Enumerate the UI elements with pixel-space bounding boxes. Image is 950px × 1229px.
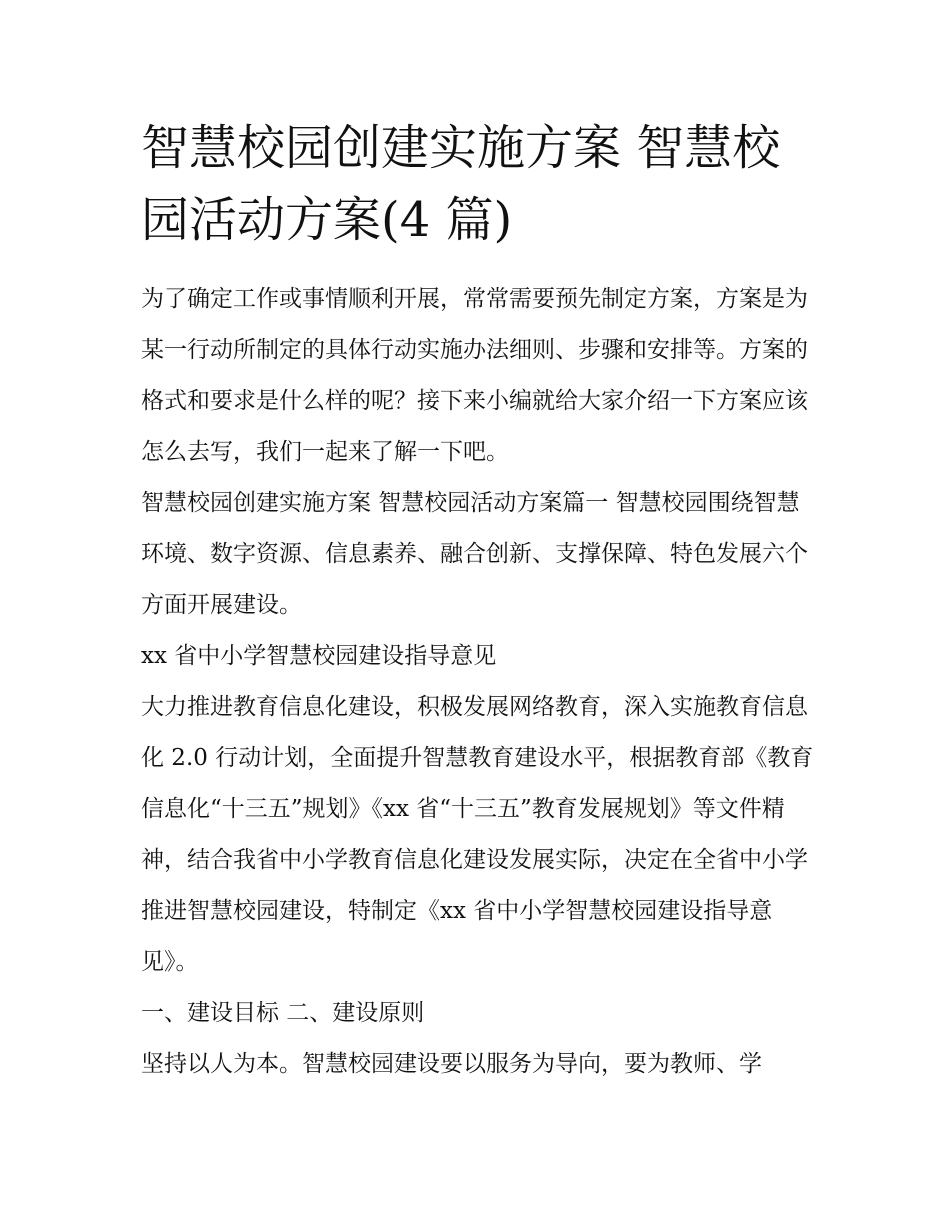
document-title: 智慧校园创建实施方案 智慧校园活动方案(4 篇) [141, 120, 781, 248]
paragraph-principle: 坚持以人为本。智慧校园建设要以服务为导向，要为教师、学 [141, 1051, 762, 1077]
document-body [141, 274, 821, 1090]
paragraph-guideline-title: xx 省中小学智慧校园建设指导意见 [141, 643, 497, 669]
paragraph-headings: 一、建设目标 二、建设原则 [141, 1000, 425, 1026]
paragraph-intro: 为了确定工作或事情顺利开展，常常需要预先制定方案，方案是为某一行动所制定的具体行动实施办法细则、步骤和安排等。方案的格式和要求是什么样的呢？接下来小编就给大家介绍一下方案应该怎么去写，我们一起来了解一下吧。 [141, 286, 808, 465]
paragraph-guideline-body: 大力推进教育信息化建设，积极发展网络教育，深入实施教育信息化 2.0 行动计划，全面提升智慧教育建设水平，根据教育部《教育信息化“十三五”规划》《xx 省“十三五”教育发展规划》等文件精神，结合我省中小学教育信息化建设发展实际，决定在全省中小学推进智慧校园建设，特制定《xx 省中小学智慧校园建设指导意见》。 [141, 694, 814, 975]
paragraph-section-one: 智慧校园创建实施方案 智慧校园活动方案篇一 智慧校园围绕智慧环境、数字资源、信息素养、融合创新、支撑保障、特色发展六个方面开展建设。 [141, 490, 808, 618]
